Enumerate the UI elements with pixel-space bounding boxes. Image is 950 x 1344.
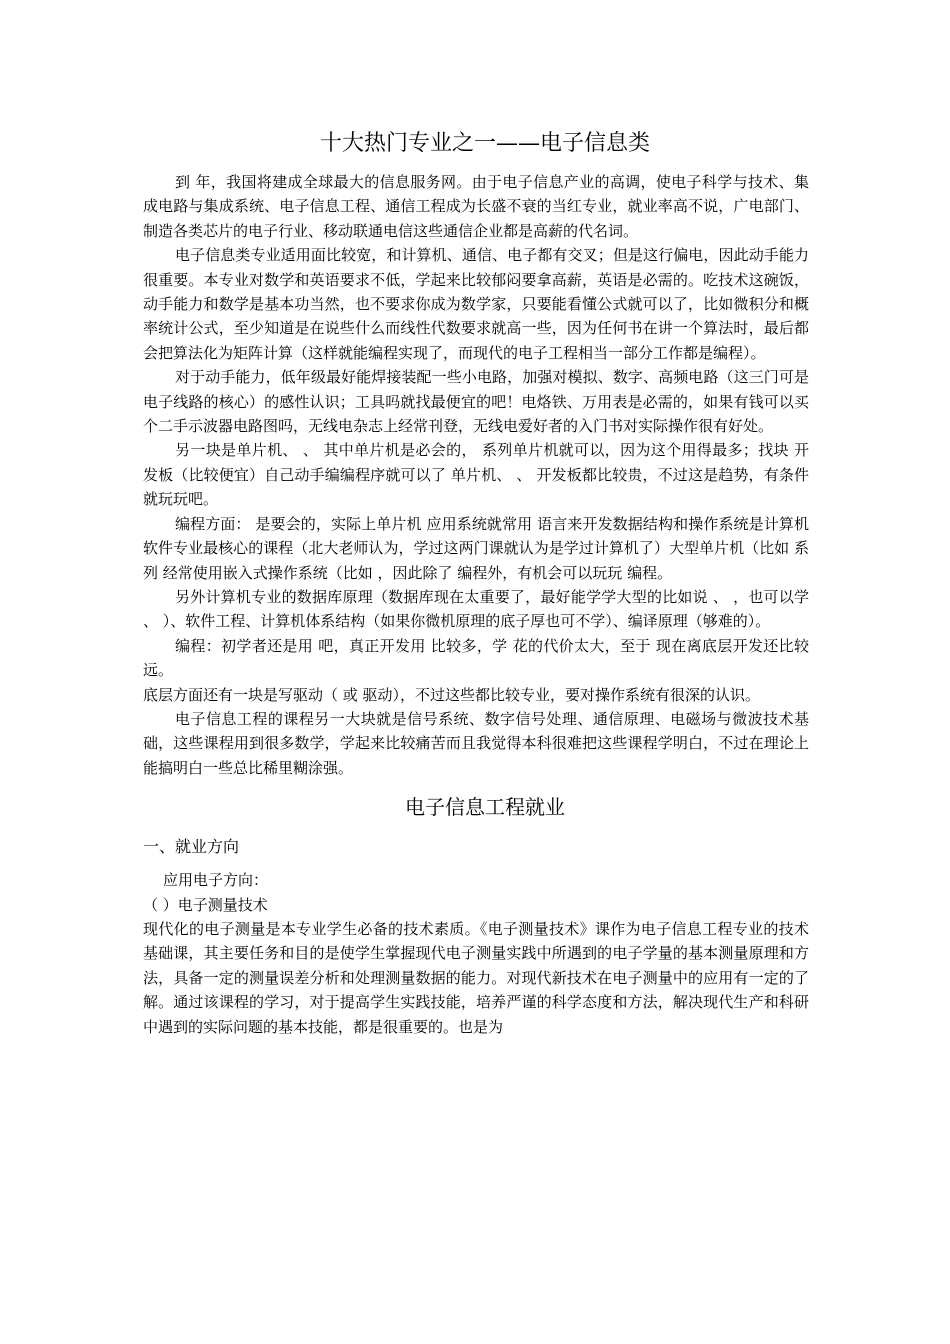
paragraph-cs-courses: 另外计算机专业的数据库原理（数据库现在太重要了，最好能学学大型的比如说 、 ，也可以学 、 ）、软件工程、计算机体系结构（如果你微机原理的底子厚也可不学）、编译原理（够难的）。	[143, 587, 809, 631]
paragraph-intro: 到 年，我国将建成全球最大的信息服务网。由于电子信息产业的高调，使电子科学与技术、集成电路与集成系统、电子信息工程、通信工程成为长盛不衰的当红专业，就业率高不说，广电部门、制造各类芯片的电子行业、移动联通电信这些通信企业都是高薪的代名词。	[143, 173, 809, 240]
paragraph-measurement: 现代化的电子测量是本专业学生必备的技术素质。《电子测量技术》课作为电子信息工程专业的技术基础课，其主要任务和目的是使学生掌握现代电子测量实践中所遇到的电子学量的基本测量原理和方法，具备一定的测量误差分析和处理测量数据的能力。对现代新技术在电子测量中的应用有一定的了解。通过该课程的学习，对于提高学生实践技能，培养严谨的科学态度和方法，解决现代生产和科研中遇到的实际问题的基本技能，都是很重要的。也是为	[143, 919, 809, 1036]
document-title: 十大热门专业之一——电子信息类	[319, 131, 650, 156]
paragraph-mcu: 另一块是单片机、 、 其中单片机是必会的， 系列单片机就可以，因为这个用得最多；找块 开发板（比较便宜）自己动手编编程序就可以了 单片机、 、 开发板都比较贵，不过这是趋势，有条件就玩玩吧。	[143, 441, 809, 509]
paragraph-programming: 编程方面： 是要会的，实际上单片机 应用系统就常用 语言来开发数据结构和操作系统是计算机软件专业最核心的课程（北大老师认为，学过这两门课就认为是学过计算机了）大型单片机（比如 系列 经常使用嵌入式操作系统（比如 ，因此除了 编程外，有机会可以玩玩 编程。	[143, 514, 809, 582]
paragraph-drivers: 底层方面还有一块是写驱动（ 或 驱动），不过这些都比较专业，要对操作系统有很深的认识。	[143, 685, 761, 704]
paragraph-scope: 电子信息类专业适用面比较宽，和计算机、通信、电子都有交叉；但是这行偏电，因此动手能力很重要。本专业对数学和英语要求不低，学起来比较郁闷要拿高薪，英语是必需的。吃技术这碗饭，动手能力和数学是基本功当然，也不要求你成为数学家，只要能看懂公式就可以了，比如微积分和概率统计公式，至少知道是在说些什么而线性代数要求就高一些，因为任何书在讲一个算法时，最后都会把算法化为矩阵计算（这样就能编程实现了，而现代的电子工程相当一部分工作都是编程）。	[143, 246, 809, 362]
item-heading: （ ）电子测量技术	[143, 895, 268, 914]
section-title-employment: 电子信息工程就业	[405, 795, 565, 820]
document-body	[143, 126, 809, 1039]
sub-heading: 应用电子方向：	[163, 871, 269, 890]
paragraph-signal-courses: 电子信息工程的课程另一大块就是信号系统、数字信号处理、通信原理、电磁场与微波技术基础，这些课程用到很多数学，学起来比较痛苦而且我觉得本科很难把这些课程学明白，不过在理论上能搞明白一些总比稀里糊涂强。	[143, 709, 809, 777]
paragraph-hands-on: 对于动手能力，低年级最好能焊接装配一些小电路，加强对模拟、数字、高频电路（这三门可是电子线路的核心）的感性认识；工具吗就找最便宜的吧！电烙铁、万用表是必需的，如果有钱可以买个二手示波器电路图吗，无线电杂志上经常刊登，无线电爱好者的入门书对实际操作很有好处。	[143, 368, 809, 436]
section-heading: 一、就业方向	[143, 837, 240, 857]
paragraph-coding-tools: 编程：初学者还是用 吧，真正开发用 比较多，学 花的代价太大，至于 现在离底层开发还比较远。	[143, 636, 809, 680]
